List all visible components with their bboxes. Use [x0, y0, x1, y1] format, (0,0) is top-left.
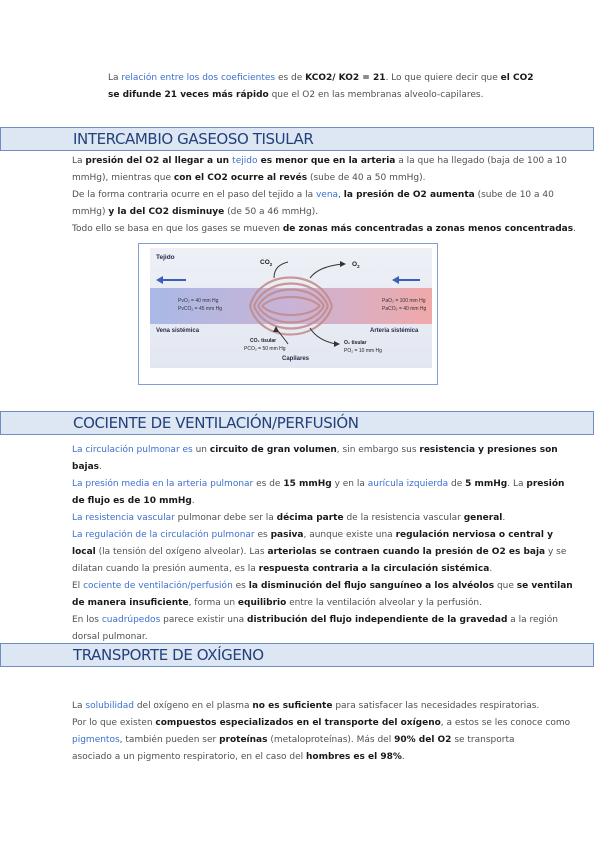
- text-run: , sin embargo sus: [336, 445, 420, 455]
- arteria-sistemica-label: Arteria sistémica: [370, 328, 419, 334]
- text-run: El: [72, 581, 84, 591]
- text-line: [72, 442, 572, 459]
- bold-text: regulación nerviosa o central y: [395, 530, 553, 540]
- bold-text: presión del O2 al llegar a un: [85, 156, 233, 166]
- capilares-label: Capilares: [282, 356, 310, 362]
- text-run: mmHg), mientras que: [72, 173, 174, 183]
- text-run: . La: [507, 479, 527, 489]
- bold-text: hombres es el 98%: [305, 752, 402, 762]
- highlight-text: solubilidad: [85, 701, 134, 711]
- text-line: [72, 204, 572, 221]
- text-run: La: [72, 156, 86, 166]
- text-run: es de: [253, 479, 284, 489]
- text-line: [72, 221, 576, 238]
- highlight-text: tejido: [232, 156, 258, 166]
- text-line: [72, 459, 572, 476]
- text-run: y se: [545, 547, 567, 557]
- text-run: (sube de 40 a 50 mmHg).: [307, 173, 426, 183]
- o2-tisular-label: O₂ tisular: [344, 340, 367, 346]
- text-line: [72, 595, 572, 612]
- text-run: se transporta: [451, 735, 515, 745]
- text-line: [72, 510, 572, 527]
- text-line: [72, 698, 572, 715]
- text-run: es: [254, 530, 271, 540]
- highlight-text: La circulación pulmonar es: [72, 445, 193, 455]
- text-run: que: [494, 581, 517, 591]
- bold-text: bajas: [72, 462, 100, 472]
- text-run: (sube de 10 a 40: [474, 190, 554, 200]
- section-header-intercambio: [0, 127, 594, 151]
- text-run: (de 50 a 46 mmHg).: [224, 207, 319, 217]
- text-run: La: [108, 73, 122, 83]
- text-line: [72, 749, 572, 766]
- bold-text: 90% del O2: [394, 735, 452, 745]
- text-line: [108, 87, 568, 104]
- bold-text: el CO2: [500, 73, 534, 83]
- highlight-text: cociente de ventilación/perfusión: [83, 581, 233, 591]
- vena-pco2-text: PvCO₂ = 45 mm Hg: [178, 306, 223, 312]
- text-run: , también pueden ser: [119, 735, 220, 745]
- co2-tisular-label: CO₂ tisular: [250, 338, 277, 344]
- bold-text: respuesta contraria a la circulación sistémica: [258, 564, 490, 574]
- text-line: [72, 578, 572, 595]
- text-line: [72, 561, 572, 578]
- highlight-text: vena: [315, 190, 339, 200]
- bold-text: proteínas: [219, 735, 268, 745]
- bold-text: general: [463, 513, 503, 523]
- bold-text: circuito de gran volumen: [209, 445, 337, 455]
- text-line: [72, 153, 572, 170]
- text-run: asociado a un pigmento respiratorio, en el caso del: [72, 752, 306, 762]
- text-run: dorsal pulmonar.: [72, 632, 148, 642]
- bold-text: es menor que en la arteria: [257, 156, 396, 166]
- text-run: a la región: [507, 615, 558, 625]
- text-line: [72, 187, 572, 204]
- text-run: ,: [338, 190, 344, 200]
- text-run: .: [99, 462, 102, 472]
- bold-text: 5 mmHg: [465, 479, 508, 489]
- bold-text: resistencia y presiones son: [419, 445, 558, 455]
- text-run: .: [191, 496, 195, 506]
- bold-text: local: [72, 547, 96, 557]
- text-run: parece existir una: [160, 615, 248, 625]
- bold-text: distribución del flujo independiente de la gravedad: [247, 615, 508, 625]
- bold-text: pasiva: [270, 530, 304, 540]
- section-title: INTERCAMBIO GASEOSO TISULAR: [73, 130, 314, 148]
- text-run: del oxígeno en el plasma: [133, 701, 253, 711]
- text-run: (metaloproteínas). Más del: [267, 735, 395, 745]
- text-run: .: [401, 752, 405, 762]
- po2-tisular-text: PO₂ = 10 mm Hg: [344, 348, 382, 354]
- text-line: [72, 476, 572, 493]
- text-run: . Lo que quiere decir que: [385, 73, 501, 83]
- text-run: y en la: [331, 479, 368, 489]
- highlight-text: aurícula izquierda: [367, 479, 449, 489]
- bold-text: compuestos especializados en el transporte del oxígeno: [155, 718, 441, 728]
- text-run: dilatan cuando la presión aumenta, es la: [72, 564, 259, 574]
- bold-text: presión: [526, 479, 565, 489]
- highlight-text: La resistencia vascular: [72, 513, 175, 523]
- text-line: [72, 170, 572, 187]
- highlight-text: cuadrúpedos: [101, 615, 161, 625]
- text-run: La: [72, 701, 86, 711]
- text-line: [108, 70, 568, 87]
- bold-text: de flujo es de 10 mmHg: [72, 496, 192, 506]
- text-run: es de: [275, 73, 306, 83]
- text-run: , aunque existe una: [303, 530, 396, 540]
- pco2-tisular-text: PCO₂ = 50 mm Hg: [244, 346, 286, 352]
- highlight-text: La presión media en la arteria pulmonar: [72, 479, 254, 489]
- text-line: [72, 527, 572, 544]
- text-run: Por lo que existen: [72, 718, 156, 728]
- highlight-text: pigmentos: [72, 735, 120, 745]
- vena-sistemica-label: Vena sistémica: [156, 328, 200, 334]
- bold-text: se difunde 21 veces más rápido: [108, 90, 269, 100]
- text-run: En los: [72, 615, 102, 625]
- text-line: [72, 612, 572, 629]
- section-header-transporte: [0, 643, 594, 667]
- text-run: es: [232, 581, 249, 591]
- bold-text: de zonas más concentradas a zonas menos concentradas: [282, 224, 574, 234]
- text-run: para satisfacer las necesidades respiratorias.: [332, 701, 540, 711]
- text-run: .: [573, 224, 576, 234]
- tisular-paragraph: [72, 153, 576, 238]
- bold-text: arteriolas se contraen cuando la presión de O2 es baja: [267, 547, 546, 557]
- text-run: (la tensión del oxígeno alveolar). Las: [95, 547, 268, 557]
- co2-label: $CO_2$: [260, 259, 273, 267]
- text-run: que el O2 en las membranas alveolo-capilares.: [268, 90, 484, 100]
- arteria-pco2-text: PaCO₂ = 40 mm Hg: [382, 306, 427, 312]
- bold-text: de manera insuficiente: [72, 598, 189, 608]
- bold-text: 15 mmHg: [283, 479, 332, 489]
- text-line: [72, 544, 572, 561]
- text-run: mmHg): [72, 207, 109, 217]
- cociente-paragraph: [72, 442, 572, 646]
- text-run: , a estos se les conoce como: [440, 718, 571, 728]
- text-run: Todo ello se basa en que los gases se mueven: [72, 224, 283, 234]
- arteria-po2-text: PaO₂ = 100 mm Hg: [382, 298, 426, 304]
- vena-po2-text: PvO₂ = 40 mm Hg: [178, 298, 219, 304]
- bold-text: la presión de O2 aumenta: [343, 190, 475, 200]
- section-header-cociente: [0, 411, 594, 435]
- text-run: .: [502, 513, 506, 523]
- section-title: TRANSPORTE DE OXÍGENO: [73, 646, 264, 664]
- text-run: un: [192, 445, 210, 455]
- text-run: , forma un: [188, 598, 238, 608]
- highlight-text: relación entre los dos coeficientes: [121, 73, 276, 83]
- section-title: COCIENTE DE VENTILACIÓN/PERFUSIÓN: [73, 414, 359, 432]
- text-run: .: [489, 564, 493, 574]
- text-run: a la que ha llegado (baja de 100 a 10: [395, 156, 567, 166]
- text-run: De la forma contraria ocurre en el paso del tejido a la: [72, 190, 316, 200]
- text-run: de la resistencia vascular: [343, 513, 464, 523]
- text-run: pulmonar debe ser la: [174, 513, 277, 523]
- text-run: de: [448, 479, 466, 489]
- o2-label: $O_2$: [352, 261, 360, 269]
- bold-text: KCO2/ KO2 = 21: [305, 73, 386, 83]
- text-line: [72, 715, 572, 732]
- transporte-paragraph: [72, 698, 572, 766]
- gas-exchange-diagram: [150, 248, 432, 368]
- bold-text: equilibrio: [237, 598, 287, 608]
- text-line: [72, 493, 572, 510]
- text-run: entre la ventilación alveolar y la perfusión.: [286, 598, 482, 608]
- bold-text: se ventilan: [516, 581, 573, 591]
- bold-text: y la del CO2 disminuye: [108, 207, 225, 217]
- tejido-label: Tejido: [156, 254, 175, 261]
- bold-text: décima parte: [276, 513, 344, 523]
- bold-text: con el CO2 ocurre al revés: [173, 173, 308, 183]
- text-line: [72, 732, 572, 749]
- intro-paragraph: [108, 70, 568, 104]
- bold-text: no es suficiente: [252, 701, 333, 711]
- bold-text: la disminución del flujo sanguíneo a los alvéolos: [248, 581, 495, 591]
- highlight-text: La regulación de la circulación pulmonar: [72, 530, 255, 540]
